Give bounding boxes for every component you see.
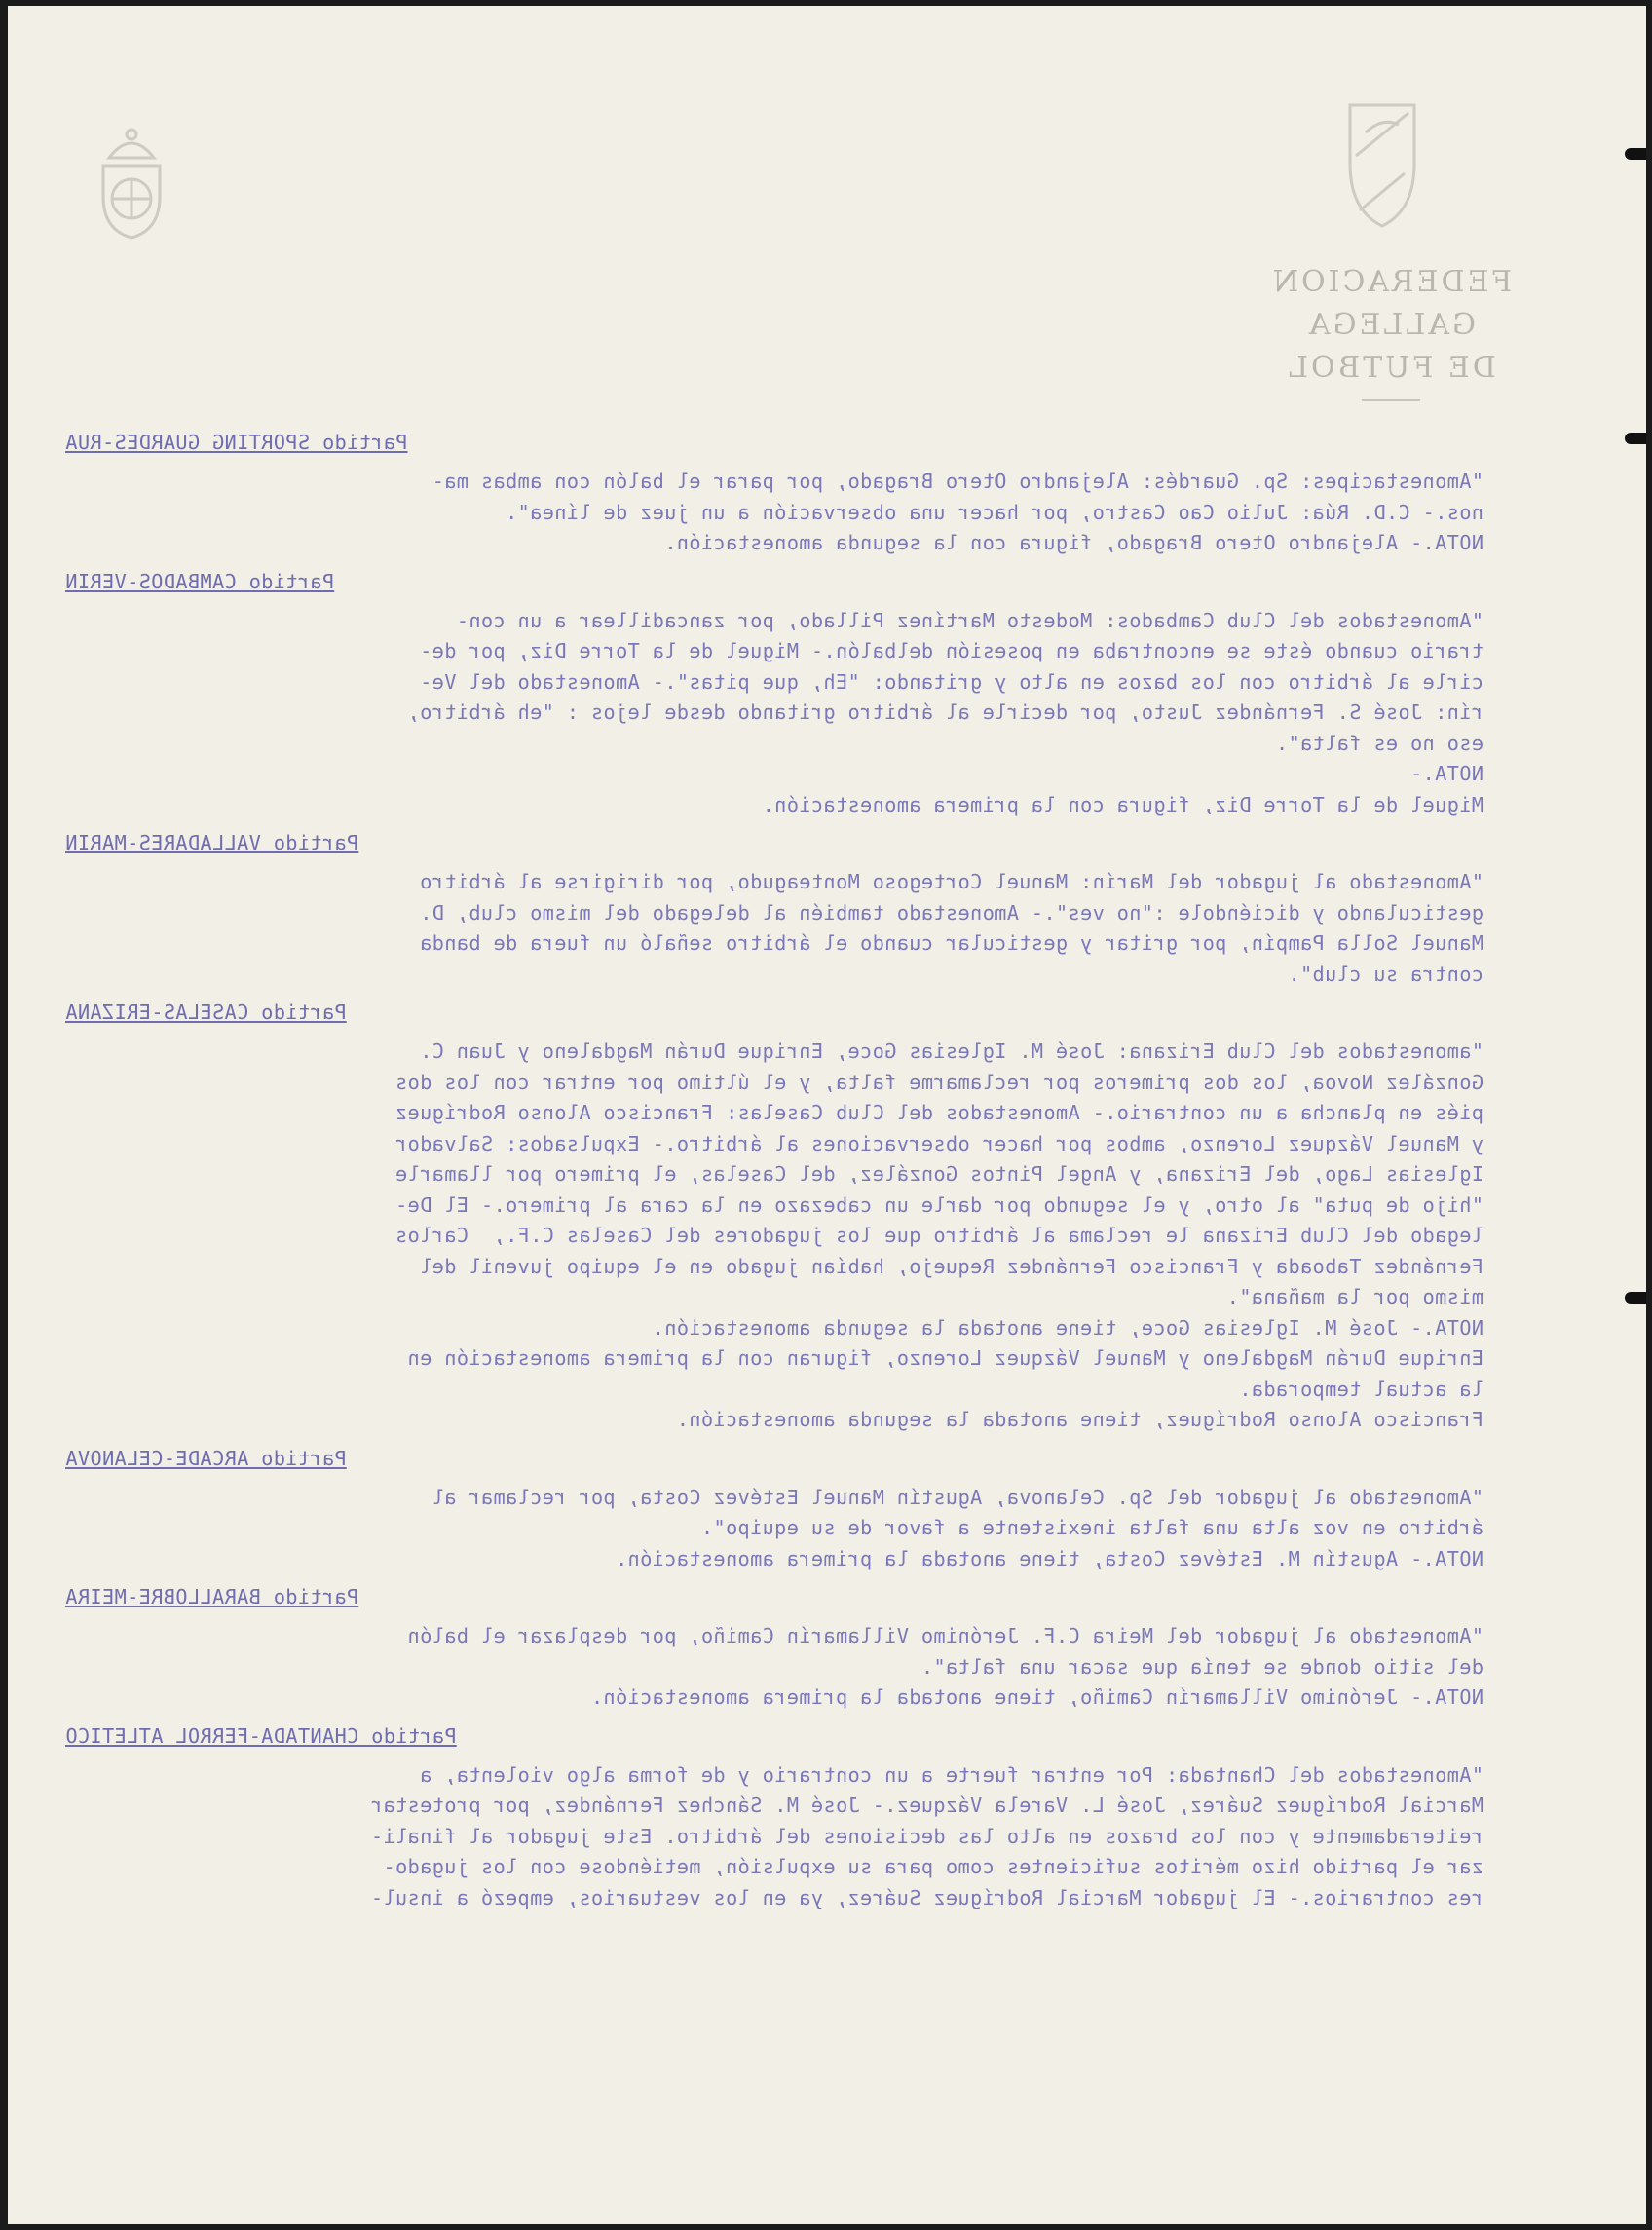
document-page xyxy=(8,6,1646,2224)
text-line: árbitro en voz alta una falta inexistente a favor de su equipo". xyxy=(700,1516,1483,1539)
text-line: "Amonestado al jugador del Meira C.F. Jerónimo Villamarín Camiño, por desplazar el balón xyxy=(407,1624,1483,1647)
text-line: Iglesias Lago, del Erizana, y Angel Pintos González, del Caselas, el primero por llamarle xyxy=(394,1162,1483,1186)
match-section-valladares-marin xyxy=(61,826,1483,990)
match-title: Partido BARALLOBRE-MEIRA xyxy=(65,1585,359,1608)
match-title: Partido VALLADARES-MARIN xyxy=(65,831,359,854)
text-line: gesticulando y diciéndole :"no ves".- Amonestado también al delegado del mismo club, D. xyxy=(419,900,1483,925)
note-line: NOTA.- Jerónimo Villamarín Camiño, tiene anotada la primera amonestación. xyxy=(590,1685,1483,1709)
text-line: trario cuando éste se encontraba en posesión delbalón.- Miguel de la Torre Diz, por de- xyxy=(419,639,1483,662)
binder-tab xyxy=(1625,433,1646,444)
text-line: "Amonestado al jugador del Marín: Manuel Cortegoso Monteagudo, por dirigirse al árbitro xyxy=(419,870,1483,893)
typed-report-body xyxy=(61,420,1483,1913)
note-line: NOTA.- José M. Iglesias Goce, tiene anotada la segunda amonestación. xyxy=(652,1315,1483,1340)
text-line: Fernández Taboada y Francisco Fernández Requejo, habían jugado en el equipo juvenil del xyxy=(419,1254,1483,1278)
note-line: la actual temporada. xyxy=(1238,1377,1483,1401)
text-line: Marcial Rodríguez Suárez, José L. Varela Vázquez.- José M. Sánchez Fernández, por protestar xyxy=(370,1794,1483,1817)
text-line: "hijo de puta" al otro, y el segundo por darle un cabezazo en la cara al primero.- El De- xyxy=(394,1192,1483,1217)
federation-shield-icon xyxy=(1340,95,1424,232)
text-line: contra su club". xyxy=(1288,962,1483,986)
match-title: Partido SPORTING GUARDES-RUA xyxy=(65,431,408,454)
letterhead-line-1: FEDERACION GALLEGA xyxy=(1269,265,1513,342)
note-line: Francisco Alonso Rodríguez, tiene anotada la segunda amonestación. xyxy=(676,1408,1483,1431)
match-title: Partido CAMBADOS-VERIN xyxy=(65,569,335,593)
text-line: "Amonestados del Chantada: Por entrar fuerte a un contrario y de forma algo violenta, a xyxy=(419,1762,1483,1787)
match-title: Partido ARCADE-CELANOVA xyxy=(65,1446,347,1470)
match-section-sporting-guardes-rua xyxy=(61,426,1483,559)
match-section-arcade-celanova xyxy=(61,1442,1483,1575)
text-line: reiteradamente y con los brazos en alto las decisiones del árbitro. Este jugador al finali- xyxy=(370,1824,1483,1848)
text-line: res contrarios.- El jugador Marcial Rodríguez Suárez, ya en los vestuarios, empezó a insul- xyxy=(370,1885,1483,1909)
match-section-caselas-erizana xyxy=(61,996,1483,1436)
text-line: nos.- C.D. Rúa: Julio Cao Castro, por hacer una observación a un juez de línea". xyxy=(505,500,1483,524)
match-section-chantada-ferrol-atletico xyxy=(61,1720,1483,1914)
text-line: González Novoa, los dos primeros por reclamarme falta, y el último por entrar con los dos xyxy=(394,1070,1483,1094)
text-line: Manuel Solla Pampín, por gritar y gesticular cuando el árbitro señaló un fuera de banda xyxy=(419,931,1483,955)
match-section-cambados-verin xyxy=(61,565,1483,821)
text-line: mismo por la mañana". xyxy=(1226,1285,1483,1308)
binder-tab xyxy=(1625,148,1646,160)
royal-crest-icon xyxy=(90,121,173,244)
match-title: Partido CASELAS-ERIZANA xyxy=(65,1001,347,1024)
text-line: zar el partido hizo méritos suficientes como para su expulsión, metiéndose con los jugado- xyxy=(383,1855,1483,1878)
text-line: "Amonestados del Club Cambados: Modesto Martínez Pillado, por zancadillear a un con- xyxy=(456,608,1483,632)
match-title: Partido CHANTADA-FERROL ATLETICO xyxy=(65,1723,457,1748)
text-line: "Amonestacipes: Sp. Guardés: Alejandro Otero Bragado, por parar el balón con ambas ma- xyxy=(432,470,1483,493)
text-line: "amonestados del Club Erizana: José M. Iglesias Goce, Enrique Durán Magdaleno y Juan C. xyxy=(419,1039,1483,1063)
match-section-barallobre-meira xyxy=(61,1580,1483,1714)
letterhead-rule xyxy=(1362,399,1420,401)
text-line: rín: José S. Fernández Justo, por decirle al árbitro gritando desde lejos : "eh árbitro, xyxy=(407,700,1483,724)
note-line: Enrique Durán Magdaleno y Manuel Vázquez Lorenzo, figuran con la primera amonestación en xyxy=(407,1346,1483,1370)
text-line: legado del Club Erizana le reclama al árbitro que los jugadores del Caselas C.F., Carlos xyxy=(394,1224,1483,1247)
text-line: cirle al árbitro con los bazos en alto y gritando: "Eh, que pitas".- Amonestado del Ve- xyxy=(419,669,1483,694)
text-line: del sitio donde se tenía que sacar una falta". xyxy=(920,1654,1483,1679)
binder-tab xyxy=(1625,1292,1646,1304)
note-line: Miguel de la Torre Diz, figura con la primera amonestación. xyxy=(762,792,1483,816)
text-line: eso no es falta". xyxy=(1275,731,1483,755)
text-line: "Amonestado al jugador del Sp. Celanova, Agustín Manuel Estévez Costa, por reclamar al xyxy=(432,1485,1483,1509)
note-line: NOTA.- Agustín M. Estévez Costa, tiene anotada la primera amonestación. xyxy=(615,1546,1483,1570)
text-line: piés en plancha a un contrario.- Amonestados del Club Caselas: Francisco Alonso Rodríguez xyxy=(394,1101,1483,1124)
letterhead-line-2: DE FUTBOL xyxy=(1286,351,1496,385)
federation-letterhead xyxy=(1186,261,1596,401)
text-line: y Manuel Vázquez Lorenzo, ambos por hacer observaciones al árbitro.- Expulsados: Salvador xyxy=(394,1131,1483,1155)
note-line: NOTA.- Alejandro Otero Bragado, figura con la segunda amonestación. xyxy=(663,531,1483,554)
note-label: NOTA.- xyxy=(1409,762,1483,785)
